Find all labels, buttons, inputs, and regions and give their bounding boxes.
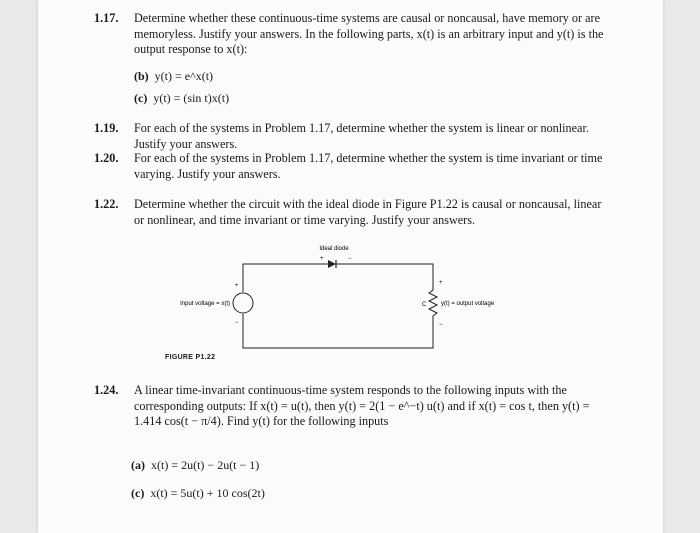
output-minus: − bbox=[439, 322, 443, 328]
part-label: (a) bbox=[131, 458, 145, 472]
figure-caption: FIGURE P1.22 bbox=[165, 354, 216, 361]
part-expression: x(t) = 5u(t) + 10 cos(2t) bbox=[150, 486, 265, 500]
problem-number: 1.19. bbox=[94, 121, 119, 135]
circuit-diagram bbox=[158, 238, 568, 368]
source-minus: − bbox=[235, 320, 239, 326]
part-1-17-c bbox=[134, 91, 229, 106]
part-expression: y(t) = (sin t)x(t) bbox=[153, 91, 230, 105]
part-label: (c) bbox=[131, 486, 145, 500]
source-plus: + bbox=[235, 283, 239, 289]
problem-text: A linear time-invariant continuous-time system responds to the following inputs with the corresponding outputs: If x(t) = u(t), then y(t) = 2(1 − e^−t) u(t) and if x(t) = cos t, then y(t) = 1.414 cos(t − π/4). Find y(t) for the following inputs bbox=[134, 383, 590, 428]
textbook-page bbox=[38, 0, 663, 533]
output-label: y(t) = output voltage bbox=[441, 301, 495, 307]
voltage-source-icon bbox=[233, 293, 253, 313]
part-1-17-b bbox=[134, 69, 213, 84]
diode-minus: − bbox=[348, 256, 352, 262]
part-label: (c) bbox=[134, 91, 148, 105]
problem-text: For each of the systems in Problem 1.17, determine whether the system is linear or nonlinear. Justify your answers. bbox=[134, 121, 589, 151]
problem-number: 1.17. bbox=[94, 11, 119, 25]
problem-text: For each of the systems in Problem 1.17, determine whether the system is time invariant or time varying. Justify your answers. bbox=[134, 151, 603, 181]
resistor-label: C bbox=[422, 302, 427, 308]
part-label: (b) bbox=[134, 69, 149, 83]
diode-label: Ideal diode bbox=[319, 246, 349, 252]
part-1-24-a bbox=[131, 458, 259, 473]
problem-number: 1.24. bbox=[94, 383, 119, 397]
part-expression: x(t) = 2u(t) − 2u(t − 1) bbox=[151, 458, 260, 472]
problem-number: 1.20. bbox=[94, 151, 119, 165]
circuit-loop bbox=[243, 264, 433, 348]
output-plus: + bbox=[439, 280, 443, 286]
problem-text: Determine whether the circuit with the ideal diode in Figure P1.22 is causal or noncausal, linear or nonlinear, and time invariant or time varying. Justify your answers. bbox=[134, 197, 602, 227]
problem-text: Determine whether these continuous-time systems are causal or noncausal, have memory or are memoryless. Justify your answers. In the following parts, x(t) is an arbitrary input and y(t) is the output response to x(t): bbox=[134, 11, 604, 56]
part-expression: y(t) = e^x(t) bbox=[154, 69, 214, 83]
diode-plus: + bbox=[320, 256, 324, 262]
problem-number: 1.22. bbox=[94, 197, 119, 211]
part-1-24-c bbox=[131, 486, 265, 501]
input-label: Input voltage = x(t) bbox=[180, 301, 230, 307]
